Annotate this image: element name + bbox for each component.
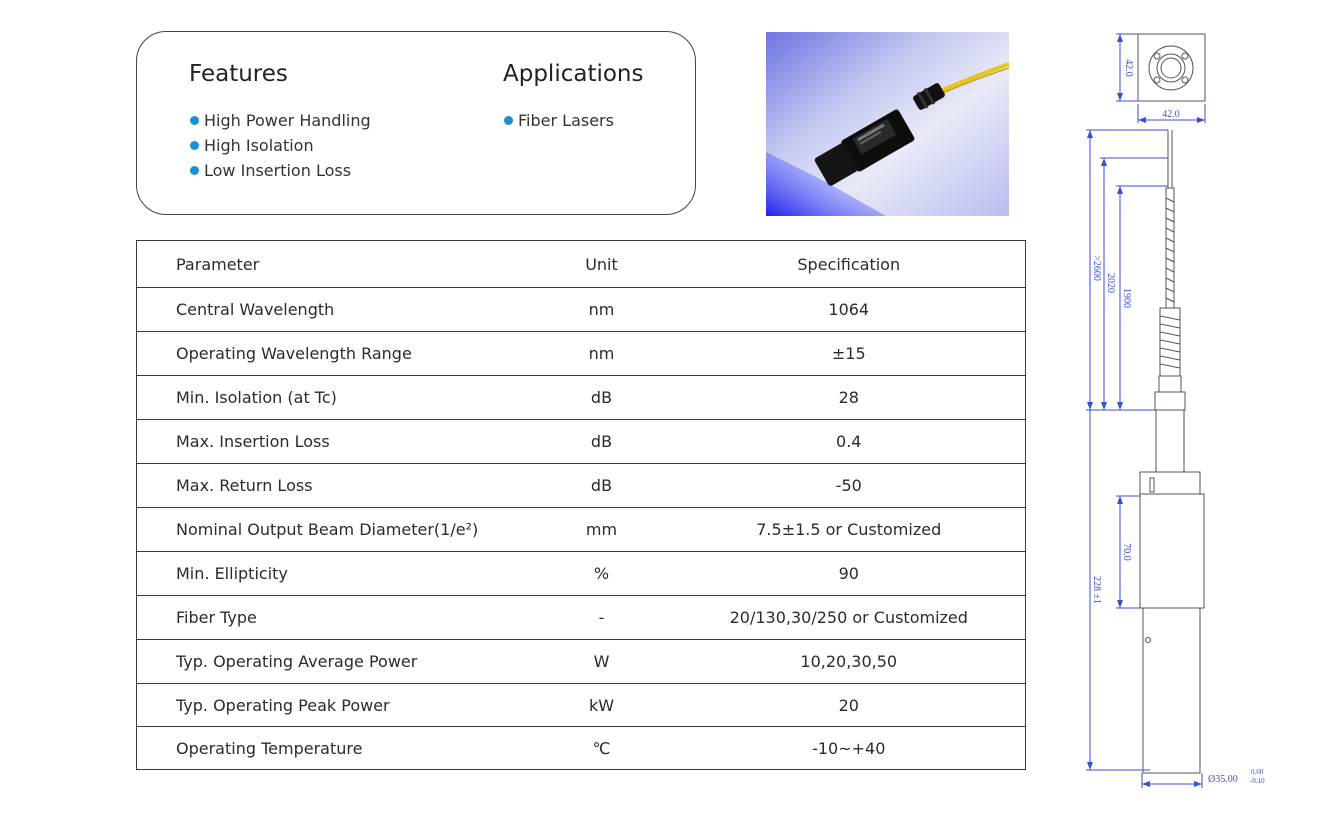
bullet-icon [504,116,513,125]
table-cell-spec: ±15 [673,332,1026,376]
table-cell-spec: 1064 [673,288,1026,332]
table-cell-parameter: Min. Isolation (at Tc) [137,376,531,420]
table-cell-spec: 28 [673,376,1026,420]
bullet-icon [190,116,199,125]
feature-item: High Isolation [189,133,371,158]
table-header: Parameter [137,241,531,288]
table-header: Unit [531,241,673,288]
table-row [137,464,1026,508]
table-cell-unit: dB [531,420,673,464]
table-row [137,332,1026,376]
table-cell-spec: 10,20,30,50 [673,640,1026,684]
features-list [189,108,371,183]
table-cell-unit: nm [531,332,673,376]
table-cell-parameter: Max. Return Loss [137,464,531,508]
features-title: Features [189,61,288,87]
table-cell-parameter: Central Wavelength [137,288,531,332]
table-cell-unit: ℃ [531,727,673,770]
product-photo [766,32,1009,216]
tolerance-label: 0.00 [1251,768,1264,776]
table-cell-unit: - [531,596,673,640]
dimension-label: 42.0 [1123,59,1134,77]
dimension-label: 2020 [1105,273,1116,293]
table-row [137,508,1026,552]
table-cell-parameter: Operating Temperature [137,727,531,770]
dimension-label: >2600 [1091,255,1102,281]
table-cell-parameter: Operating Wavelength Range [137,332,531,376]
specification-table [136,240,1026,770]
technical-drawing [1080,28,1280,798]
table-cell-spec: 90 [673,552,1026,596]
table-cell-parameter: Typ. Operating Average Power [137,640,531,684]
table-row [137,288,1026,332]
applications-list [503,108,614,133]
table-row [137,727,1026,770]
tolerance-label: -0.10 [1250,777,1265,785]
dimension-label: 228 ±1 [1091,576,1102,604]
table-row [137,684,1026,727]
table-cell-parameter: Typ. Operating Peak Power [137,684,531,727]
table-cell-spec: -10~+40 [673,727,1026,770]
table-cell-spec: 20/130,30/250 or Customized [673,596,1026,640]
table-row [137,420,1026,464]
table-header: Specification [673,241,1026,288]
bullet-icon [190,166,199,175]
table-cell-parameter: Nominal Output Beam Diameter(1/e²) [137,508,531,552]
table-cell-unit: dB [531,464,673,508]
table-cell-parameter: Min. Ellipticity [137,552,531,596]
table-cell-unit: kW [531,684,673,727]
feature-item: Low Insertion Loss [189,158,371,183]
table-cell-spec: -50 [673,464,1026,508]
table-header-row [137,241,1026,288]
table-cell-unit: nm [531,288,673,332]
applications-title: Applications [503,61,644,87]
table-cell-unit: % [531,552,673,596]
dimension-label: 42.0 [1162,109,1180,120]
table-cell-unit: dB [531,376,673,420]
table-cell-spec: 7.5±1.5 or Customized [673,508,1026,552]
bullet-icon [190,141,199,150]
table-row [137,640,1026,684]
table-row [137,552,1026,596]
table-cell-spec: 0.4 [673,420,1026,464]
application-item: Fiber Lasers [503,108,614,133]
dimension-label: 1900 [1121,288,1132,308]
table-cell-parameter: Fiber Type [137,596,531,640]
dimension-label: 70.0 [1121,543,1132,561]
table-cell-parameter: Max. Insertion Loss [137,420,531,464]
table-cell-unit: mm [531,508,673,552]
dimension-label: Ø35.00 [1208,774,1238,785]
table-row [137,596,1026,640]
features-applications-card [136,31,696,215]
table-row [137,376,1026,420]
table-cell-unit: W [531,640,673,684]
table-cell-spec: 20 [673,684,1026,727]
feature-item: High Power Handling [189,108,371,133]
